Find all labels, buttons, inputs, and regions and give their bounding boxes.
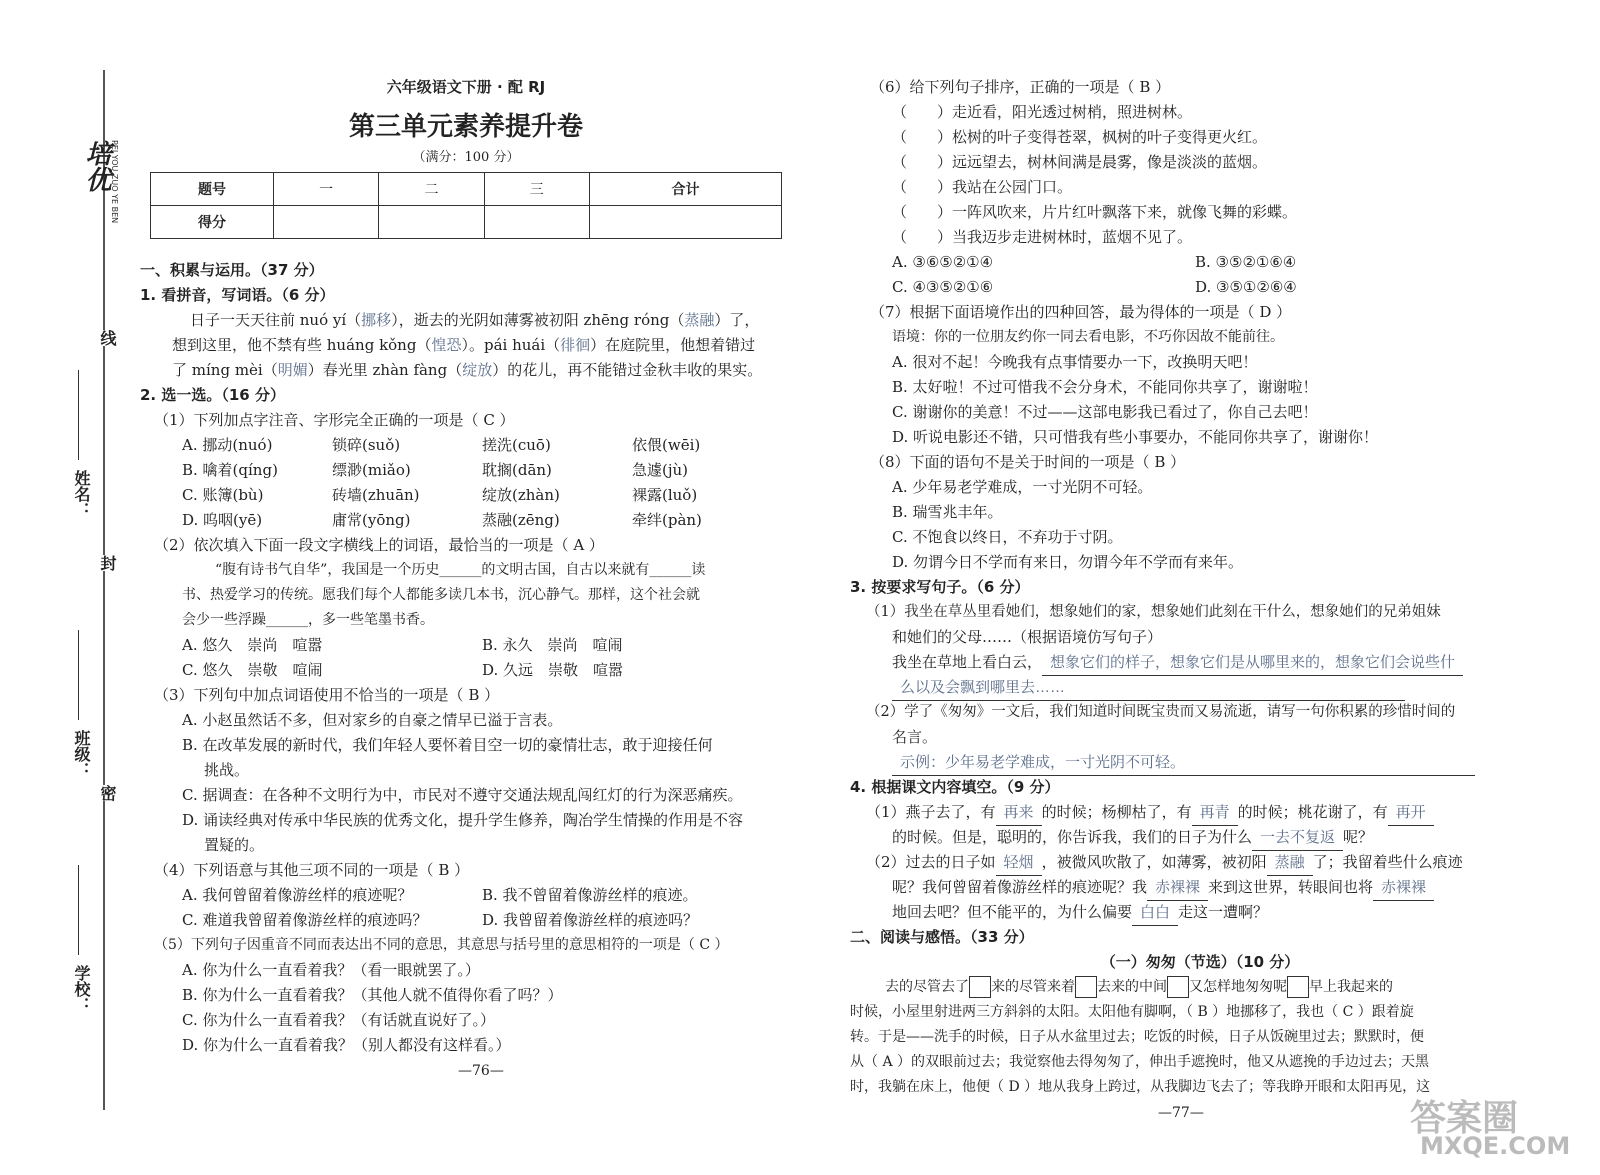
- option: D. 听说电影还不错，只可惜我有些小事要办，不能同你共享了，谢谢你！: [892, 428, 1379, 446]
- score-input-cell[interactable]: [589, 206, 781, 239]
- score-table: [150, 172, 782, 239]
- passage-line: 转。于是——洗手的时候，日子从水盆里过去；吃饭的时候，日子从饭碗里过去；默默时，便: [850, 1029, 1424, 1045]
- question-heading: 3. 按要求写句子。（6 分）: [850, 578, 1030, 596]
- school-write-line: [78, 865, 79, 955]
- order-item: （ ）我站在公园门口。: [892, 178, 1073, 196]
- option: D. 勿谓今日不学而有来日，勿谓今年不学而有来年。: [892, 553, 1244, 571]
- section-heading: 一、积累与运用。（37 分）: [140, 261, 324, 279]
- score-cell: 得分: [151, 206, 274, 239]
- name-label: 姓名：: [72, 470, 91, 518]
- name-write-line: [78, 370, 79, 460]
- option: D. ③⑤①②⑥④: [1195, 278, 1297, 296]
- question-heading: 2. 选一选。（16 分）: [140, 386, 285, 404]
- option: B. ③⑤②①⑥④: [1195, 253, 1297, 271]
- fill-line: （1）燕子去了，有 再来 的时候；杨柳枯了，有 再青 的时候；桃花谢了，有 再开: [866, 800, 1434, 826]
- passage-line: “腹有诗书气自华”，我国是一个历史______的文明古国，自古以来就有______读: [215, 562, 706, 578]
- question-line: （2）学了《匆匆》一文后，我们知道时间既宝贵而又易流逝，请写一句你积累的珍惜时间的: [866, 704, 1456, 720]
- page-number: —77—: [1158, 1105, 1204, 1121]
- answer-text: 蒸融: [1267, 851, 1313, 876]
- question-line: 想到这里，他不禁有些 huáng kǒng（惶恐）。pái huái（徘徊）在庭院里，他想着错过: [172, 336, 756, 354]
- answer-text: 白白: [1132, 901, 1178, 926]
- binding-line: [103, 70, 105, 1110]
- option: 砖墙(zhuān): [332, 486, 420, 504]
- grade-label: 六年级语文下册 · 配 RJ: [386, 78, 546, 96]
- option: 置疑的。: [204, 836, 265, 854]
- option: D. 你为什么一直看着我？（别人都没有这样看。）: [182, 1036, 511, 1054]
- question-line: （1）下列加点字注音、字形完全正确的一项是（ C ）: [154, 411, 515, 429]
- score-input-cell[interactable]: [484, 206, 589, 239]
- option: 牵绊(pàn): [632, 511, 702, 529]
- option: A. ③⑥⑤②①④: [892, 253, 994, 271]
- answer-text: 蒸融: [684, 312, 715, 329]
- passage-line: 从（ A ）的双眼前过去；我觉察他去得匆匆了，伸出手遮挽时，他又从遮挽的手边过去；天黑: [850, 1054, 1430, 1070]
- fill-line: 呢？我何曾留着像游丝样的痕迹呢？我 赤裸裸 来到这世界，转眼间也将 赤裸裸: [892, 875, 1434, 901]
- answer-text: 轻烟: [996, 851, 1042, 876]
- option: D. 诵读经典对传承中华民族的优秀文化，提升学生修养，陶冶学生情操的作用是不容: [182, 811, 744, 829]
- answer-text: 想象它们的样子，想象它们是从哪里来的，想象它们会说些什: [1042, 651, 1463, 676]
- class-label: 班级：: [72, 730, 91, 778]
- order-item: （ ）一阵风吹来，片片红叶飘落下来，就像飞舞的彩蝶。: [892, 203, 1298, 221]
- score-cell: 三: [484, 173, 589, 206]
- score-cell: 一: [274, 173, 379, 206]
- binding-margin: [60, 70, 120, 1110]
- question-line: （4）下列语意与其他三项不同的一项是（ B ）: [154, 861, 470, 879]
- answer-line: [892, 675, 1405, 701]
- answer-text: 再开: [1388, 801, 1434, 826]
- question-line: （1）我坐在草丛里看她们，想象她们的家，想象她们此刻在干什么，想象她们的兄弟姐妹: [866, 604, 1441, 620]
- answer-line: 我坐在草地上看白云， 想象它们的样子，想象它们是从哪里来的，想象它们会说些什: [892, 650, 1463, 676]
- question-line: 了 míng mèi（明媚）春光里 zhàn fàng（绽放）的花儿，再不能错过金秋丰收的果实。: [172, 361, 763, 379]
- order-item: （ ）松树的叶子变得苍翠，枫树的叶子变得更火红。: [892, 128, 1268, 146]
- option: D. 呜咽(yē): [182, 511, 263, 529]
- option: C. 账簿(bù): [182, 486, 264, 504]
- option: C. 悠久 崇敬 喧闹: [182, 661, 323, 679]
- question-line: 名言。: [892, 728, 938, 746]
- option: A. 我何曾留着像游丝样的痕迹呢？: [182, 886, 413, 904]
- passage-line: 时，我躺在床上，他便（ D ）地从我身上跨过，从我脚边飞去了；等我睁开眼和太阳再见，这: [850, 1079, 1431, 1095]
- option: B. 永久 崇尚 喧闹: [482, 636, 623, 654]
- answer-text: 示例：少年易老学难成，一寸光阴不可轻。: [892, 751, 1475, 776]
- fill-line: 地回去吧？但不能平的，为什么偏要 白白 走这一遭啊？: [892, 900, 1268, 926]
- punctuation-box[interactable]: [1287, 976, 1309, 998]
- question-heading: 1. 看拼音，写词语。（6 分）: [140, 286, 335, 304]
- fill-line: （2）过去的日子如 轻烟 ，被微风吹散了，如薄雾，被初阳 蒸融 了；我留着些什么痕迹: [866, 850, 1463, 876]
- passage-line: 书、热爱学习的传统。愿我们每个人都能多读几本书，沉心静气。那样，这个社会就: [182, 587, 700, 603]
- option: A. 你为什么一直看着我？（看一眼就罢了。）: [182, 961, 480, 979]
- option: A. 挪动(nuó): [182, 436, 273, 454]
- answer-text: 徘徊: [560, 337, 591, 354]
- score-value-row: [151, 206, 782, 239]
- answer-line: [892, 750, 1475, 776]
- score-input-cell[interactable]: [379, 206, 484, 239]
- answer-text: 一去不复返: [1252, 826, 1343, 851]
- page-number: —76—: [458, 1063, 504, 1079]
- question-heading: 4. 根据课文内容填空。（9 分）: [850, 778, 1060, 796]
- margin-seal-char: 封: [98, 555, 117, 571]
- watermark-url: MXQE.COM: [1420, 1132, 1571, 1160]
- option: 绽放(zhàn): [482, 486, 560, 504]
- option: C. 谢谢你的美意！不过——这部电影我已看过了，你自己去吧！: [892, 403, 1318, 421]
- option: 搓洗(cuō): [482, 436, 551, 454]
- passage-line: 会少一些浮躁______，多一些笔墨书香。: [182, 612, 434, 628]
- option: C. ④③⑤②①⑥: [892, 278, 994, 296]
- score-header-row: [151, 173, 782, 206]
- option: 缥渺(miǎo): [332, 461, 411, 479]
- fill-line: 的时候。但是，聪明的，你告诉我，我们的日子为什么 一去不复返 呢？: [892, 825, 1373, 851]
- page-title: 第三单元素养提升卷: [348, 112, 583, 142]
- section-heading: 二、阅读与感悟。（33 分）: [850, 928, 1034, 946]
- question-line: （3）下列句中加点词语使用不恰当的一项是（ B ）: [154, 686, 500, 704]
- option: 庸常(yōng): [332, 511, 411, 529]
- full-score-note: （满分：100 分）: [412, 150, 520, 165]
- passage-line: 去的尽管去了 来的尽管来着 去来的中间 又怎样地匆匆呢 早上我起来的: [885, 975, 1393, 999]
- logo-subtitle: PEI YOU ZUO YE BEN: [110, 140, 119, 224]
- school-label: 学校：: [72, 965, 91, 1013]
- watermark-logo: 答案圈: [1410, 1098, 1519, 1139]
- option: C. 据调查：在各种不文明行为中，市民对不遵守交通法规乱闯红灯的行为深恶痛疾。: [182, 786, 743, 804]
- option: 锁碎(suǒ): [332, 436, 401, 454]
- punctuation-box[interactable]: [1167, 976, 1189, 998]
- order-item: （ ）当我迈步走进树林时，蓝烟不见了。: [892, 228, 1193, 246]
- option: B. 你为什么一直看着我？（其他人就不值得你看了吗？）: [182, 986, 563, 1004]
- class-write-line: [78, 630, 79, 720]
- answer-text: 挪移: [361, 312, 392, 329]
- option: B. 瑞雪兆丰年。: [892, 503, 1003, 521]
- option: D. 我曾留着像游丝样的痕迹吗？: [482, 911, 699, 929]
- order-item: （ ）走近看，阳光透过树梢，照进树林。: [892, 103, 1193, 121]
- option: A. 少年易老学难成，一寸光阴不可轻。: [892, 478, 1153, 496]
- score-cell: 合计: [589, 173, 781, 206]
- punctuation-box[interactable]: [969, 976, 991, 998]
- option: A. 悠久 崇尚 喧嚣: [182, 636, 323, 654]
- option: B. 噙着(qíng): [182, 461, 278, 479]
- question-line: （2）依次填入下面一段文字横线上的词语，最恰当的一项是（ A ）: [154, 536, 604, 554]
- reading-title: （一）匆匆（节选）（10 分）: [1100, 953, 1300, 971]
- option: 挑战。: [204, 761, 250, 779]
- margin-line-char: 线: [98, 330, 117, 346]
- option: C. 不饱食以终日，不弃功于寸阴。: [892, 528, 1123, 546]
- margin-dense-char: 密: [98, 785, 117, 801]
- answer-text: 明媚: [277, 362, 308, 379]
- answer-text: 惶恐: [431, 337, 462, 354]
- question-line: 和她们的父母……（根据语境仿写句子）: [892, 628, 1163, 646]
- score-cell: 二: [379, 173, 484, 206]
- context-line: 语境：你的一位朋友约你一同去看电影，不巧你因故不能前往。: [892, 329, 1284, 345]
- option: 耽搁(dān): [482, 461, 552, 479]
- option: 急遽(jù): [632, 461, 689, 479]
- question-line: 日子一天天往前 nuó yí（挪移），逝去的光阴如薄雾被初阳 zhēng róng（蒸融）了，: [190, 311, 760, 329]
- passage-line: 时候，小屋里射进两三方斜斜的太阳。太阳他有脚啊，（ B ）地挪移了，我也（ C ）跟着旋: [850, 1004, 1414, 1020]
- question-line: （6）给下列句子排序，正确的一项是（ B ）: [870, 78, 1171, 96]
- answer-text: 再青: [1192, 801, 1238, 826]
- order-item: （ ）远远望去，树林间满是晨雾，像是淡淡的蓝烟。: [892, 153, 1268, 171]
- question-line: （8）下面的语句不是关于时间的一项是（ B ）: [870, 453, 1186, 471]
- option: A. 很对不起！今晚我有点事情要办一下，改换明天吧！: [892, 353, 1258, 371]
- option: B. 在改革发展的新时代，我们年轻人要怀着目空一切的豪情壮志，敢于迎接任何: [182, 736, 713, 754]
- option: D. 久远 崇敬 喧嚣: [482, 661, 624, 679]
- option: C. 你为什么一直看着我？（有话就直说好了。）: [182, 1011, 495, 1029]
- question-line: （7）根据下面语境作出的四种回答，最为得体的一项是（ D ）: [870, 303, 1292, 321]
- punctuation-box[interactable]: [1075, 976, 1097, 998]
- answer-text: 赤裸裸: [1373, 876, 1434, 901]
- option: A. 小赵虽然话不多，但对家乡的自豪之情早已溢于言表。: [182, 711, 563, 729]
- option: B. 我不曾留着像游丝样的痕迹。: [482, 886, 698, 904]
- answer-text: 么以及会飘到哪里去……: [892, 676, 1405, 701]
- option: B. 太好啦！不过可惜我不会分身术，不能同你共享了，谢谢啦！: [892, 378, 1318, 396]
- option: 蒸融(zēng): [482, 511, 560, 529]
- logo: 培优: [81, 140, 111, 192]
- option: C. 难道我曾留着像游丝样的痕迹吗？: [182, 911, 428, 929]
- score-input-cell[interactable]: [274, 206, 379, 239]
- answer-text: 赤裸裸: [1147, 876, 1208, 901]
- option: 裸露(luǒ): [632, 486, 698, 504]
- option: 依偎(wēi): [632, 436, 701, 454]
- answer-text: 再来: [996, 801, 1042, 826]
- question-line: （5）下列句子因重音不同而表达出不同的意思，其意思与括号里的意思相符的一项是（ C ）: [154, 937, 729, 953]
- score-cell: 题号: [151, 173, 274, 206]
- answer-text: 绽放: [462, 362, 493, 379]
